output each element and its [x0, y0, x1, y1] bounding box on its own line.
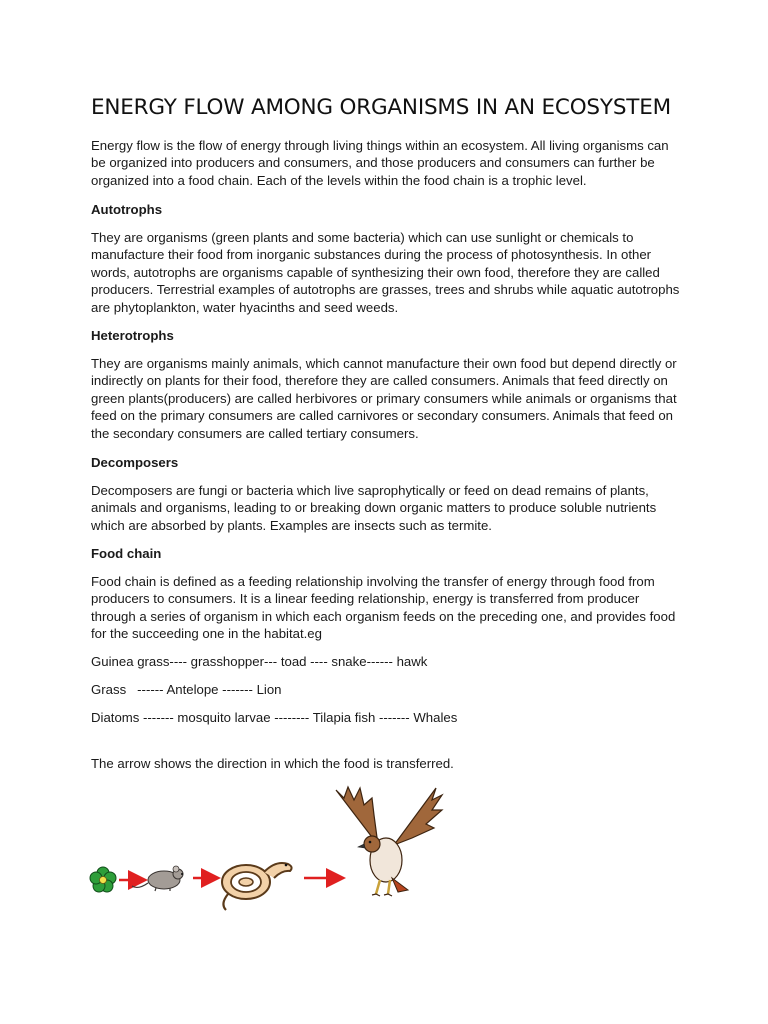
hawk-icon: [336, 787, 442, 896]
section-body-decomposers: Decomposers are fungi or bacteria which live saprophytically or feed on dead remains of plants, animals and organisms, leading to or breaking down organic matters to produce soluble nutrients which are absorbed by plants. Examples are insects such as termite.: [91, 483, 657, 533]
section-heading-autotrophs: Autotrophs: [91, 202, 163, 217]
chain-example-2: Grass ------ Antelope ------- Lion: [91, 682, 282, 697]
mouse-icon: [132, 866, 183, 891]
snake-icon: [222, 863, 292, 910]
section-heading-food-chain: Food chain: [91, 546, 162, 561]
chain-example-1: Guinea grass---- grasshopper--- toad ---- snake------ hawk: [91, 654, 428, 669]
section-body-food-chain: Food chain is defined as a feeding relationship involving the transfer of energy through food from producers to consumers. It is a linear feeding relationship, energy is transferred from producer through a series of organism in which each organism feeds on the preceding one, and provides food for the succeeding one in the habitat.eg: [91, 574, 676, 642]
arrow-note: The arrow shows the direction in which the food is transferred.: [91, 756, 454, 771]
section-heading-decomposers: Decomposers: [91, 455, 179, 470]
chain-example-3: Diatoms ------- mosquito larvae -------- Tilapia fish ------- Whales: [91, 710, 458, 725]
food-chain-figure: [86, 780, 446, 915]
flower-icon: [90, 867, 116, 892]
section-body-heterotrophs: They are organisms mainly animals, which cannot manufacture their own food but depend directly or indirectly on plants for their food, therefore they are called consumers. Animals that feed directly on green plants(producers) are called herbivores or primary consumers while animals or organisms that feed on the primary consumers are called carnivores or secondary consumers. Animals that feed on the secondary consumers are called tertiary consumers.: [91, 356, 677, 441]
section-body-autotrophs: They are organisms (green plants and some bacteria) which can use sunlight or chemicals to manufacture their food from inorganic substances during the process of photosynthesis. In other words, autotrophs are organisms capable of synthesizing their own food, therefore they are called producers. Terrestrial examples of autotrophs are grasses, trees and shrubs while aquatic autotrophs are phytoplankton, water hyacinths and seed weeds.: [91, 230, 680, 315]
page-title: ENERGY FLOW AMONG ORGANISMS IN AN ECOSYSTEM: [91, 95, 671, 120]
section-heading-heterotrophs: Heterotrophs: [91, 328, 174, 343]
intro-paragraph: Energy flow is the flow of energy through living things within an ecosystem. All living organisms can be organized into producers and consumers, and those producers and consumers can further be organized into a food chain. Each of the levels within the food chain is a trophic level.: [91, 138, 669, 188]
